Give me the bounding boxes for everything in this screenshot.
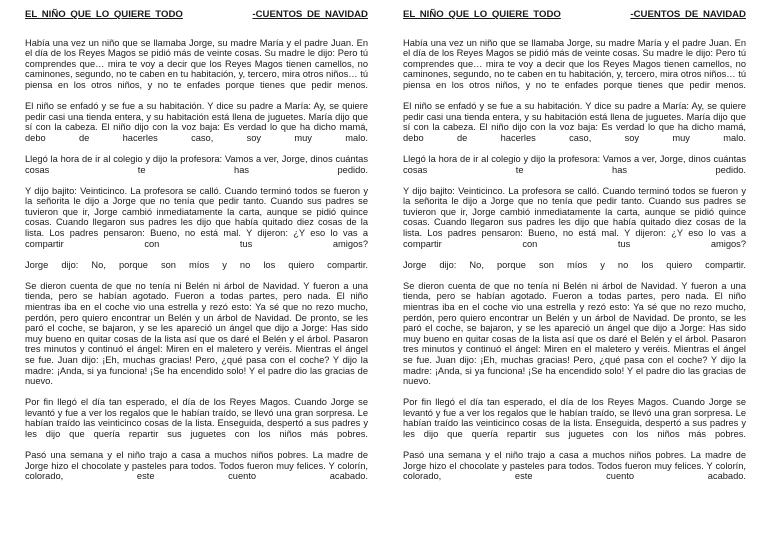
paragraph-3: Llegó la hora de ir al colegio y dijo la profesora: Vamos a ver, Jorge, dinos cuántas cosas te has pedido.	[25, 153, 368, 175]
story-title	[403, 10, 746, 21]
story-title-series: -CUENTOS DE NAVIDAD	[630, 9, 746, 20]
paragraph-7: Por fin llegó el día tan esperado, el día de los Reyes Magos. Cuando Jorge se levantó y fue a ver los regalos que le habían traído, se llevó una gran sorpresa. Le habían traído las veinticinco cosas de la lista. Enseguida, despertó a sus padres y les dijo que quería repartir sus juguetes con los niños más pobres.	[403, 397, 746, 439]
paragraph-4: Y dijo bajito: Veinticinco. La profesora se calló. Cuando terminó todos se fueron y la señorita le dijo a Jorge que no tenía que pedir tanto. Cuando sus padres se tuvieron que ir, Jorge cambió inmediatamente la carta, aunque se pidió quince cosas. Cuando llegaron sus padres les dijo que había quitado diez cosas de la lista. Los padres pensaron: Bueno, no está mal. Y dijeron: ¿Y eso lo vas a compartir con tus amigos?	[25, 185, 368, 249]
paragraph-1: Había una vez un niño que se llamaba Jorge, su madre María y el padre Juan. En el día de los Reyes Magos se pidió más de veinte cosas. Su madre le dijo: Pero tú comprendes que… mira te voy a decir que los Reyes Magos tienen camellos, no caminones, segundo, no te caben en tu habitación, y, tercero, mira otros niños… tú piensa en los otros niños, y no te enfades porque tienes que pedir menos.	[403, 37, 746, 90]
paragraph-8: Pasó una semana y el niño trajo a casa a muchos niños pobres. La madre de Jorge hizo el chocolate y pasteles para todos. Todos fueron muy felices. Y colorín, colorado, este cuento acabado.	[403, 450, 746, 482]
paragraph-6: Se dieron cuenta de que no tenía ni Belén ni árbol de Navidad. Y fueron a una tienda, pero se habían agotado. Fueron a todas partes, pero nada. El niño mientras iba en el coche vio una estrella y rezó esto: Ya sé que no rezo mucho, perdón, pero quiero encontrar un Belén y un árbol de Navidad. De pronto, se les paró el coche, se bajaron, y se les apareció un ángel que dijo a Jorge: Has sido muy bueno en quitar cosas de la lista así que os daré el Belén y el árbol. Pasaron tres minutos y continuó el ángel: Miren en el maletero y veréis. Mientras el ángel se fue. Juan dijo: ¡Eh, muchas gracias! Pero, ¿qué pasa con el coche? Y dijo la madre: ¡Anda, si ya funciona! ¡Se ha encendido solo! Y el padre dio las gracias de nuevo.	[403, 280, 746, 387]
paragraph-2: El niño se enfadó y se fue a su habitación. Y dice su padre a María: Ay, se quiere pedir casi una tienda entera, y su habitación está llena de juguetes. María dijo que sí con la cabeza. El niño dijo con la voz baja: Es verdad lo que ha dicho mamá, debo de hacerles caso, soy muy malo.	[25, 101, 368, 143]
paragraph-7: Por fin llegó el día tan esperado, el día de los Reyes Magos. Cuando Jorge se levantó y fue a ver los regalos que le habían traído, se llevó una gran sorpresa. Le habían traído las veinticinco cosas de la lista. Enseguida, despertó a sus padres y les dijo que quería repartir sus juguetes con los niños más pobres.	[25, 397, 368, 439]
story-title-main: EL NIÑO QUE LO QUIERE TODO	[403, 9, 561, 20]
paragraph-6: Se dieron cuenta de que no tenía ni Belén ni árbol de Navidad. Y fueron a una tienda, pero se habían agotado. Fueron a todas partes, pero nada. El niño mientras iba en el coche vio una estrella y rezó esto: Ya sé que no rezo mucho, perdón, pero quiero encontrar un Belén y un árbol de Navidad. De pronto, se les paró el coche, se bajaron, y se les apareció un ángel que dijo a Jorge: Has sido muy bueno en quitar cosas de la lista así que os daré el Belén y el árbol. Pasaron tres minutos y continuó el ángel: Miren en el maletero y veréis. Mientras el ángel se fue. Juan dijo: ¡Eh, muchas gracias! Pero, ¿qué pasa con el coche? Y dijo la madre: ¡Anda, si ya funciona! ¡Se ha encendido solo! Y el padre dio las gracias de nuevo.	[25, 280, 368, 387]
paragraph-5: Jorge dijo: No, porque son míos y no los quiero compartir.	[25, 259, 368, 270]
story-title	[25, 10, 368, 21]
story-column-right	[403, 10, 746, 492]
paragraph-2: El niño se enfadó y se fue a su habitación. Y dice su padre a María: Ay, se quiere pedir casi una tienda entera, y su habitación está llena de juguetes. María dijo que sí con la cabeza. El niño dijo con la voz baja: Es verdad lo que ha dicho mamá, debo de hacerles caso, soy muy malo.	[403, 101, 746, 143]
story-title-series: -CUENTOS DE NAVIDAD	[252, 9, 368, 20]
story-column-left	[25, 10, 368, 492]
story-title-main: EL NIÑO QUE LO QUIERE TODO	[25, 9, 183, 20]
paragraph-4: Y dijo bajito: Veinticinco. La profesora se calló. Cuando terminó todos se fueron y la señorita le dijo a Jorge que no tenía que pedir tanto. Cuando sus padres se tuvieron que ir, Jorge cambió inmediatamente la carta, aunque se pidió quince cosas. Cuando llegaron sus padres les dijo que había quitado diez cosas de la lista. Los padres pensaron: Bueno, no está mal. Y dijeron: ¿Y eso lo vas a compartir con tus amigos?	[403, 185, 746, 249]
paragraph-1: Había una vez un niño que se llamaba Jorge, su madre María y el padre Juan. En el día de los Reyes Magos se pidió más de veinte cosas. Su madre le dijo: Pero tú comprendes que… mira te voy a decir que los Reyes Magos tienen camellos, no caminones, segundo, no te caben en tu habitación, y, tercero, mira otros niños… tú piensa en los otros niños, y no te enfades porque tienes que pedir menos.	[25, 37, 368, 90]
paragraph-3: Llegó la hora de ir al colegio y dijo la profesora: Vamos a ver, Jorge, dinos cuántas cosas te has pedido.	[403, 153, 746, 175]
paragraph-5: Jorge dijo: No, porque son míos y no los quiero compartir.	[403, 259, 746, 270]
paragraph-8: Pasó una semana y el niño trajo a casa a muchos niños pobres. La madre de Jorge hizo el chocolate y pasteles para todos. Todos fueron muy felices. Y colorín, colorado, este cuento acabado.	[25, 450, 368, 482]
